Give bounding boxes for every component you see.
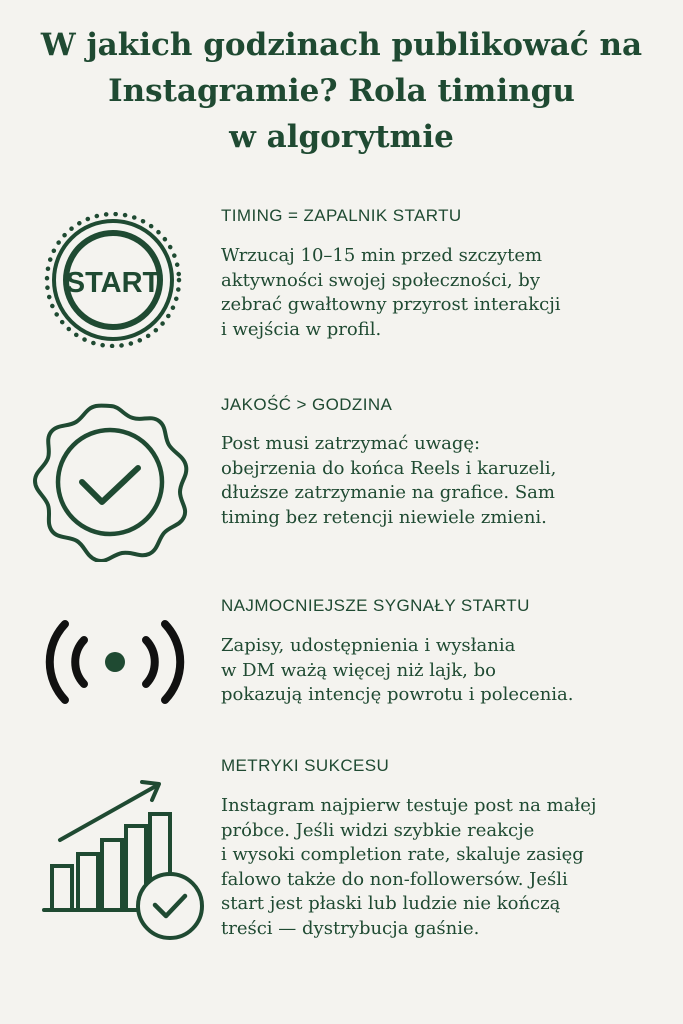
title-line-2: Instagramie? Rola timingu bbox=[108, 73, 575, 109]
section-heading-quality: JAKOŚĆ > GODZINA bbox=[221, 395, 393, 414]
body-line: zebrać gwałtowny przyrost interakcji bbox=[221, 294, 561, 316]
section-heading-timing: TIMING = ZAPALNIK STARTU bbox=[221, 206, 462, 225]
section-heading-metrics: METRYKI SUKCESU bbox=[221, 756, 390, 775]
body-line: Post musi zatrzymać uwagę: bbox=[221, 433, 481, 454]
start-badge-text: START bbox=[65, 267, 161, 299]
body-line: próbce. Jeśli widzi szybkie reakcje bbox=[221, 819, 535, 841]
quality-check-seal-icon bbox=[30, 402, 190, 562]
body-line: Wrzucaj 10–15 min przed szczytem bbox=[221, 245, 543, 266]
start-badge-icon bbox=[28, 212, 198, 348]
section-body-metrics bbox=[221, 794, 597, 942]
section-heading-signals: NAJMOCNIEJSZE SYGNAŁY STARTU bbox=[221, 596, 530, 615]
broadcast-signal-icon bbox=[40, 612, 190, 712]
body-line: treści — dystrybucja gaśnie. bbox=[221, 917, 480, 939]
body-line: Zapisy, udostępnienia i wysłania bbox=[221, 635, 516, 656]
body-line: dłuższe zatrzymanie na grafice. Sam bbox=[221, 482, 555, 504]
section-body-signals bbox=[221, 634, 574, 708]
body-line: i wysoki completion rate, skaluje zasięg bbox=[221, 844, 584, 866]
body-line: pokazują intencję powrotu i polecenia. bbox=[221, 684, 574, 706]
section-body-quality bbox=[221, 432, 556, 530]
page-title bbox=[0, 22, 683, 160]
body-line: aktywności swojej społeczności, by bbox=[221, 269, 540, 291]
title-line-3: w algorytmie bbox=[229, 119, 454, 155]
body-line: w DM ważą więcej niż lajk, bo bbox=[221, 659, 496, 681]
body-line: start jest płaski lub ludzie nie kończą bbox=[221, 893, 561, 915]
body-line: i wejścia w profil. bbox=[221, 318, 382, 340]
body-line: timing bez retencji niewiele zmieni. bbox=[221, 506, 547, 528]
title-line-1: W jakich godzinach publikować na bbox=[40, 27, 643, 63]
section-body-timing bbox=[221, 244, 561, 342]
body-line: Instagram najpierw testuje post na małej bbox=[221, 795, 597, 816]
body-line: falowo także do non-followersów. Jeśli bbox=[221, 868, 568, 890]
growth-chart-check-icon bbox=[38, 772, 210, 944]
body-line: obejrzenia do końca Reels i karuzeli, bbox=[221, 457, 557, 479]
